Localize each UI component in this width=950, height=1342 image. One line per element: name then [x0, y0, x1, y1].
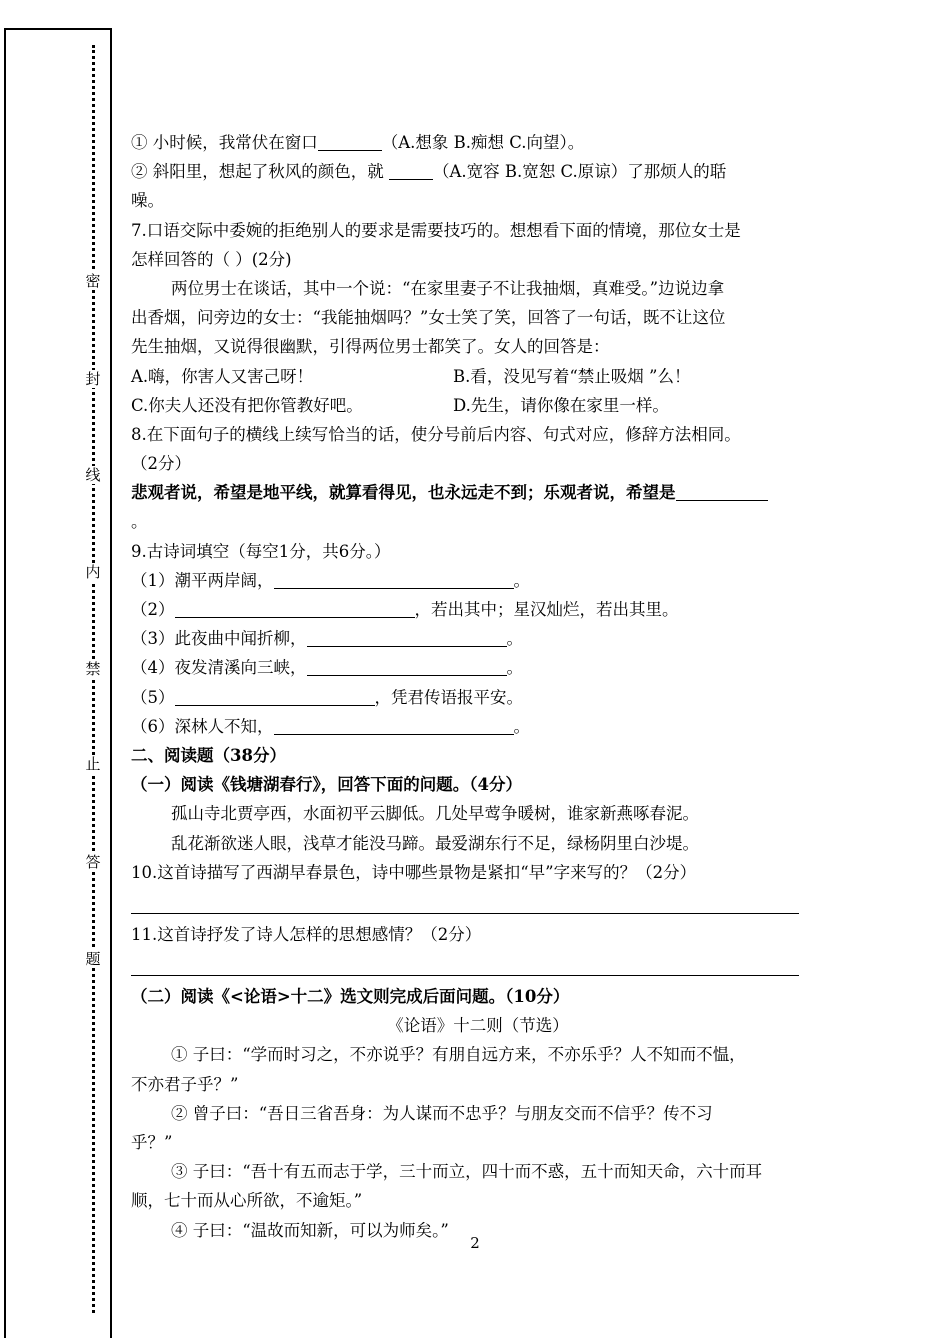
q8-score: （2分） — [131, 454, 191, 474]
section-2-heading: 二、阅读题（38分） — [131, 745, 286, 765]
q7-context: 先生抽烟，又说得很幽默，引得两位男士都笑了。女人的回答是： — [131, 337, 610, 357]
poem-fill-6: （6）深林人不知， 。 — [131, 716, 530, 736]
passage-para-2-cont: 乎？” — [131, 1133, 173, 1152]
page-number: 2 — [470, 1234, 480, 1252]
poem-line-2: 乱花渐欲迷人眼，浅草才能没马蹄。最爱湖东行不足，绿杨阴里白沙堤。 — [171, 833, 699, 853]
q11-text: 11.这首诗抒发了诗人怎样的思想感情？（2分） — [131, 924, 482, 944]
poem-line-1: 孤山寺北贾亭西，水面初平云脚低。几处早莺争暖树，谁家新燕啄春泥。 — [171, 804, 699, 824]
seal-char-feng: 封 — [82, 370, 104, 388]
option-b[interactable]: B.看，没见写着“禁止吸烟 ”么！ — [453, 366, 691, 386]
seal-char-nei: 内 — [82, 563, 104, 581]
q10-text: 10.这首诗描写了西湖早春景色，诗中哪些景物是紧扣“早”字来写的？（2分） — [131, 862, 697, 882]
passage-para-1-cont: 不亦君子乎？” — [131, 1074, 239, 1094]
q9-text: 9.古诗词填空（每空1分，共6分。） — [131, 541, 391, 561]
option-a[interactable]: A.嗨，你害人又害己呀！ — [131, 366, 314, 386]
q7-text: 7.口语交际中委婉的拒绝别人的要求是需要技巧的。想想看下面的情境，那位女士是 — [131, 220, 741, 240]
q8-end: 。 — [131, 512, 148, 532]
q8-text: 8.在下面句子的横线上续写恰当的话，使分号前后内容、句式对应，修辞方法相同。 — [131, 424, 741, 444]
q8-sentence: 悲观者说，希望是地平线，就算看得见，也永远走不到；乐观者说，希望是 — [131, 478, 825, 507]
q7-context: 两位男士在谈话，其中一个说：“在家里妻子不让我抽烟，真难受。”边说边拿 — [171, 278, 725, 298]
seal-char-ti: 题 — [82, 950, 104, 968]
poem-fill-3: （3）此夜曲中闻折柳， 。 — [131, 629, 523, 649]
poem-fill-4: （4）夜发清溪向三峡， 。 — [131, 658, 523, 678]
q6-item-2: ② 斜阳里，想起了秋风的颜色，就 （A.宽容 B.宽恕 C.原谅）了那烦人的聒 — [131, 162, 727, 182]
answer-blank[interactable] — [175, 687, 375, 706]
q6-item-1: ① 小时候，我常伏在窗口 （A.想象 B.痴想 C.向望）。 — [131, 133, 585, 152]
passage-title: 《论语》十二则（节选） — [387, 1016, 569, 1036]
answer-blank[interactable] — [274, 570, 514, 589]
q7-options-cd — [131, 391, 825, 420]
section-2-2-heading: （二）阅读《<论语>十二》选文则完成后面问题。（10分） — [131, 987, 570, 1007]
seal-dotted-line — [92, 45, 95, 1313]
poem-fill-5: （5） ，凭君传语报平安。 — [131, 687, 523, 707]
option-d[interactable]: D.先生，请你像在家里一样。 — [453, 395, 669, 415]
seal-char-mi: 密 — [82, 272, 104, 290]
q10-answer-line[interactable] — [131, 887, 799, 914]
poem-fill-1: （1）潮平两岸阔， 。 — [131, 570, 530, 590]
section-2-1-heading: （一）阅读《钱塘湖春行》，回答下面的问题。（4分） — [131, 775, 522, 795]
q6-item-2-cont: 噪。 — [131, 191, 164, 211]
passage-para-3: ③ 子曰：“吾十有五而志于学，三十而立，四十而不惑，五十而知天命，六十而耳 — [171, 1162, 763, 1182]
answer-blank[interactable] — [175, 599, 415, 618]
answer-blank[interactable] — [307, 657, 507, 676]
answer-blank[interactable] — [274, 716, 514, 735]
q11-answer-line[interactable] — [131, 949, 799, 976]
passage-para-2: ② 曾子曰：“吾日三省吾身：为人谋而不忠乎？与朋友交而不信乎？传不习 — [171, 1103, 713, 1123]
passage-para-1: ① 子曰：“学而时习之，不亦说乎？有朋自远方来，不亦乐乎？人不知而不愠， — [171, 1045, 746, 1065]
answer-blank[interactable] — [307, 628, 507, 647]
poem-fill-2: （2） ，若出其中；星汉灿烂，若出其里。 — [131, 600, 679, 619]
option-c[interactable]: C.你夫人还没有把你管教好吧。 — [131, 395, 363, 415]
seal-char-zhi: 止 — [82, 755, 104, 773]
exam-content — [131, 128, 825, 1245]
answer-blank[interactable] — [389, 161, 433, 180]
q7-options-ab — [131, 362, 825, 391]
seal-char-jin: 禁 — [82, 660, 104, 678]
passage-para-3-cont: 顺，七十而从心所欲，不逾矩。” — [131, 1191, 363, 1211]
answer-blank[interactable] — [676, 482, 768, 501]
seal-char-da: 答 — [82, 853, 104, 871]
seal-char-xian: 线 — [82, 466, 104, 484]
binding-margin — [4, 28, 112, 1338]
q7-context: 出香烟，问旁边的女士：“我能抽烟吗？”女士笑了笑，回答了一句话，既不让这位 — [131, 308, 726, 328]
answer-blank[interactable] — [318, 132, 382, 151]
passage-para-4: ④ 子曰：“温故而知新，可以为师矣。” — [171, 1220, 449, 1240]
q7-text: 怎样回答的（ ）(2分) — [131, 249, 292, 269]
